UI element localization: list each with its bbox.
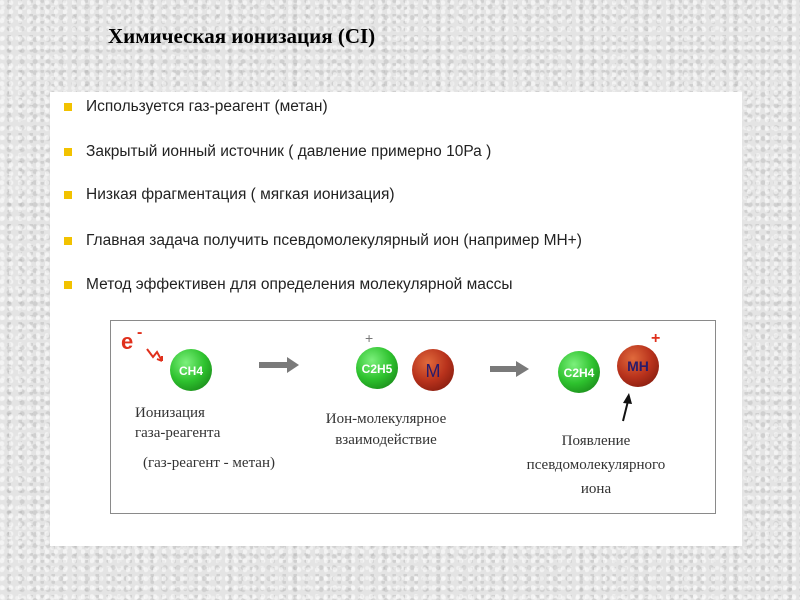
- bullet-item: [64, 232, 582, 250]
- reaction-arrow-icon: [490, 361, 529, 377]
- electron-charge: -: [137, 324, 143, 341]
- slide-title: Химическая ионизация (CI): [108, 24, 376, 48]
- electron-label: e: [121, 329, 134, 354]
- caption-line: псевдомолекулярного: [526, 457, 666, 473]
- pointer-arrowhead-icon: [623, 393, 632, 404]
- mh-label: MH: [627, 358, 649, 374]
- bullet-item: [64, 276, 513, 294]
- pointer-line: [623, 401, 628, 421]
- caption-line: Ион-молекулярное: [325, 411, 447, 427]
- bullet-square-icon: [64, 191, 72, 199]
- caption-line: Появление: [561, 433, 631, 449]
- bullet-text: Используется газ-реагент (метан): [86, 98, 328, 115]
- bullet-item: [64, 186, 395, 204]
- step3-caption: [511, 429, 681, 501]
- bullet-square-icon: [64, 148, 72, 156]
- bullet-text: Низкая фрагментация ( мягкая ионизация): [86, 186, 395, 203]
- c2h5-charge: +: [365, 330, 374, 346]
- ch4-label: CH4: [178, 364, 204, 378]
- step1-note: (газ-реагент - метан): [143, 455, 275, 471]
- bullet-text: Метод эффективен для определения молекулярной массы: [86, 276, 513, 293]
- step2-caption: [311, 409, 461, 451]
- ionization-diagram: [110, 320, 716, 514]
- reaction-arrow-icon: [259, 357, 299, 373]
- bullet-square-icon: [64, 237, 72, 245]
- mh-charge: +: [651, 330, 661, 347]
- bullet-text: Главная задача получить псевдомолекулярный ион (например MH+): [86, 232, 582, 249]
- content-panel: [50, 92, 742, 546]
- caption-line: Ионизация: [135, 405, 205, 421]
- bullet-square-icon: [64, 103, 72, 111]
- bullet-text: Закрытый ионный источник ( давление примерно 10Ра ): [86, 143, 492, 160]
- bullet-item: [64, 98, 328, 116]
- c2h4-label: C2H4: [563, 366, 595, 380]
- m-label: M: [425, 361, 441, 381]
- c2h5-label: C2H5: [361, 362, 393, 376]
- caption-line: иона: [580, 481, 612, 497]
- bullet-item: [64, 143, 491, 161]
- bullet-square-icon: [64, 281, 72, 289]
- step1-caption: [135, 403, 220, 443]
- caption-line: газа-реагента: [135, 425, 221, 441]
- caption-line: взаимодействие: [335, 432, 437, 448]
